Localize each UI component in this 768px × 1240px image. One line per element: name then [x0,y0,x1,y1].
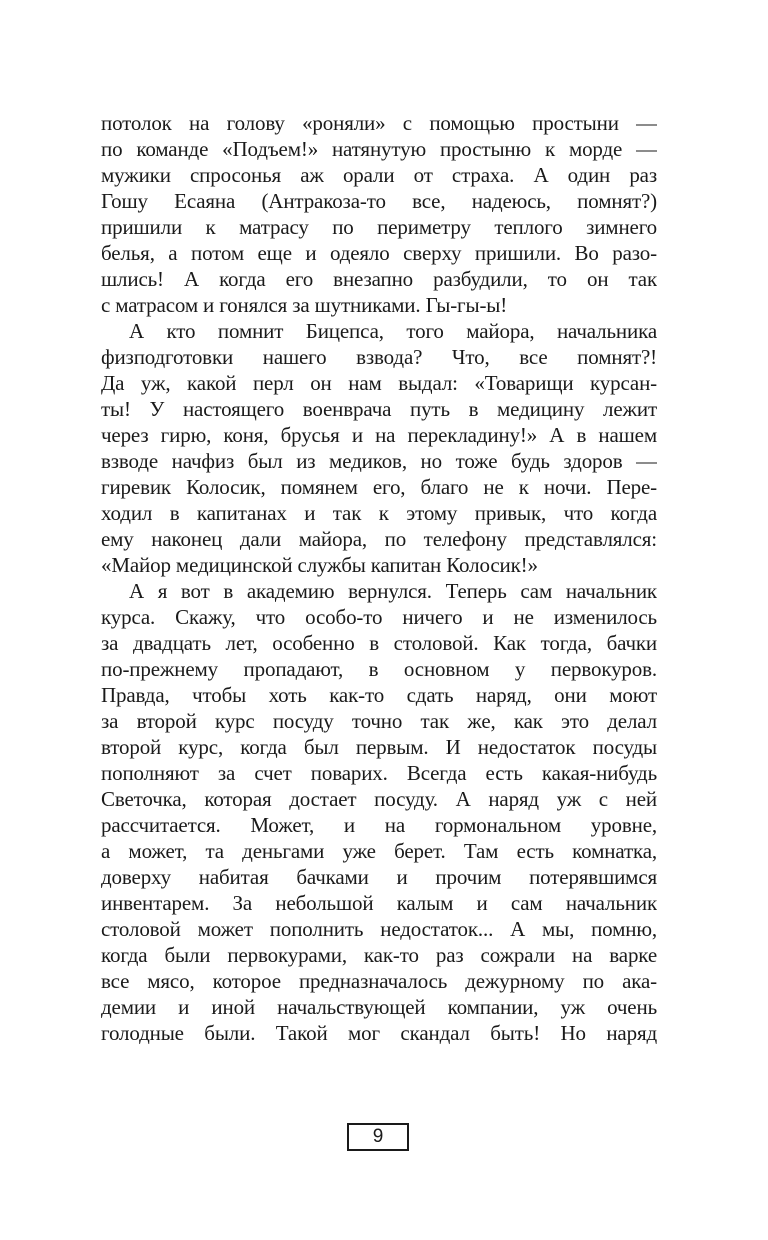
text-line: «Майор медицинской службы капитан Колосик!» [101,553,538,577]
text-line: взводе начфиз был из медиков, но тоже будь здоров — [101,449,657,473]
paragraph-3 [101,578,657,1046]
text-line: а может, та деньгами уже берет. Там есть комнатка, [101,839,657,863]
text-line: столовой может пополнить недостаток... А мы, помню, [101,917,657,941]
text-line: рассчитается. Может, и на гормональном уровне, [101,813,657,837]
text-line: когда были первокурами, как-то раз сожрали на варке [101,943,657,967]
text-line: Гошу Есаяна (Антракоза-то все, надеюсь, помнят?) [101,189,657,213]
text-line: все мясо, которое предназначалось дежурному по ака- [101,969,657,993]
text-line: Светочка, которая достает посуду. А наряд уж с ней [101,787,657,811]
text-line: А кто помнит Бицепса, того майора, начальника [129,319,657,343]
page-number: 9 [347,1123,409,1151]
text-line: демии и иной начальствующей компании, уж очень [101,995,657,1019]
text-line: Да уж, какой перл он нам выдал: «Товарищи курсан- [101,371,657,395]
text-line: физподготовки нашего взвода? Что, все помнят?! [101,345,657,369]
text-line: голодные были. Такой мог скандал быть! Но наряд [101,1021,657,1045]
text-line: А я вот в академию вернулся. Теперь сам начальник [129,579,657,603]
text-line: ходил в капитанах и так к этому привык, что когда [101,501,657,525]
text-line: за двадцать лет, особенно в столовой. Как тогда, бачки [101,631,657,655]
text-line: белья, а потом еще и одеяло сверху пришили. Во разо- [101,241,657,265]
page-body [101,110,657,1110]
text-line: по-прежнему пропадают, в основном у первокуров. [101,657,657,681]
text-line: по команде «Подъем!» натянутую простыню к морде — [101,137,657,161]
text-line: шлись! А когда его внезапно разбудили, то он так [101,267,657,291]
text-line: курса. Скажу, что особо-то ничего и не изменилось [101,605,657,629]
text-line: с матрасом и гонялся за шутниками. Гы-гы-ы! [101,293,508,317]
text-line: инвентарем. За небольшой калым и сам начальник [101,891,657,915]
text-line: пополняют за счет поварих. Всегда есть какая-нибудь [101,761,657,785]
text-line: второй курс, когда был первым. И недостаток посуды [101,735,657,759]
text-line: ты! У настоящего военврача путь в медицину лежит [101,397,657,421]
text-line: Правда, чтобы хоть как-то сдать наряд, они моют [101,683,657,707]
text-line: за второй курс посуду точно так же, как это делал [101,709,657,733]
text-line: пришили к матрасу по периметру теплого зимнего [101,215,657,239]
paragraph-2 [101,318,657,578]
text-line: мужики спросонья аж орали от страха. А один раз [101,163,657,187]
text-line: потолок на голову «роняли» с помощью простыни — [101,111,657,135]
paragraph-1 [101,110,657,318]
text-line: доверху набитая бачками и прочим потерявшимся [101,865,657,889]
text-line: через гирю, коня, брусья и на перекладину!» А в нашем [101,423,657,447]
text-line: ему наконец дали майора, по телефону представлялся: [101,527,657,551]
text-line: гиревик Колосик, помянем его, благо не к ночи. Пере- [101,475,657,499]
